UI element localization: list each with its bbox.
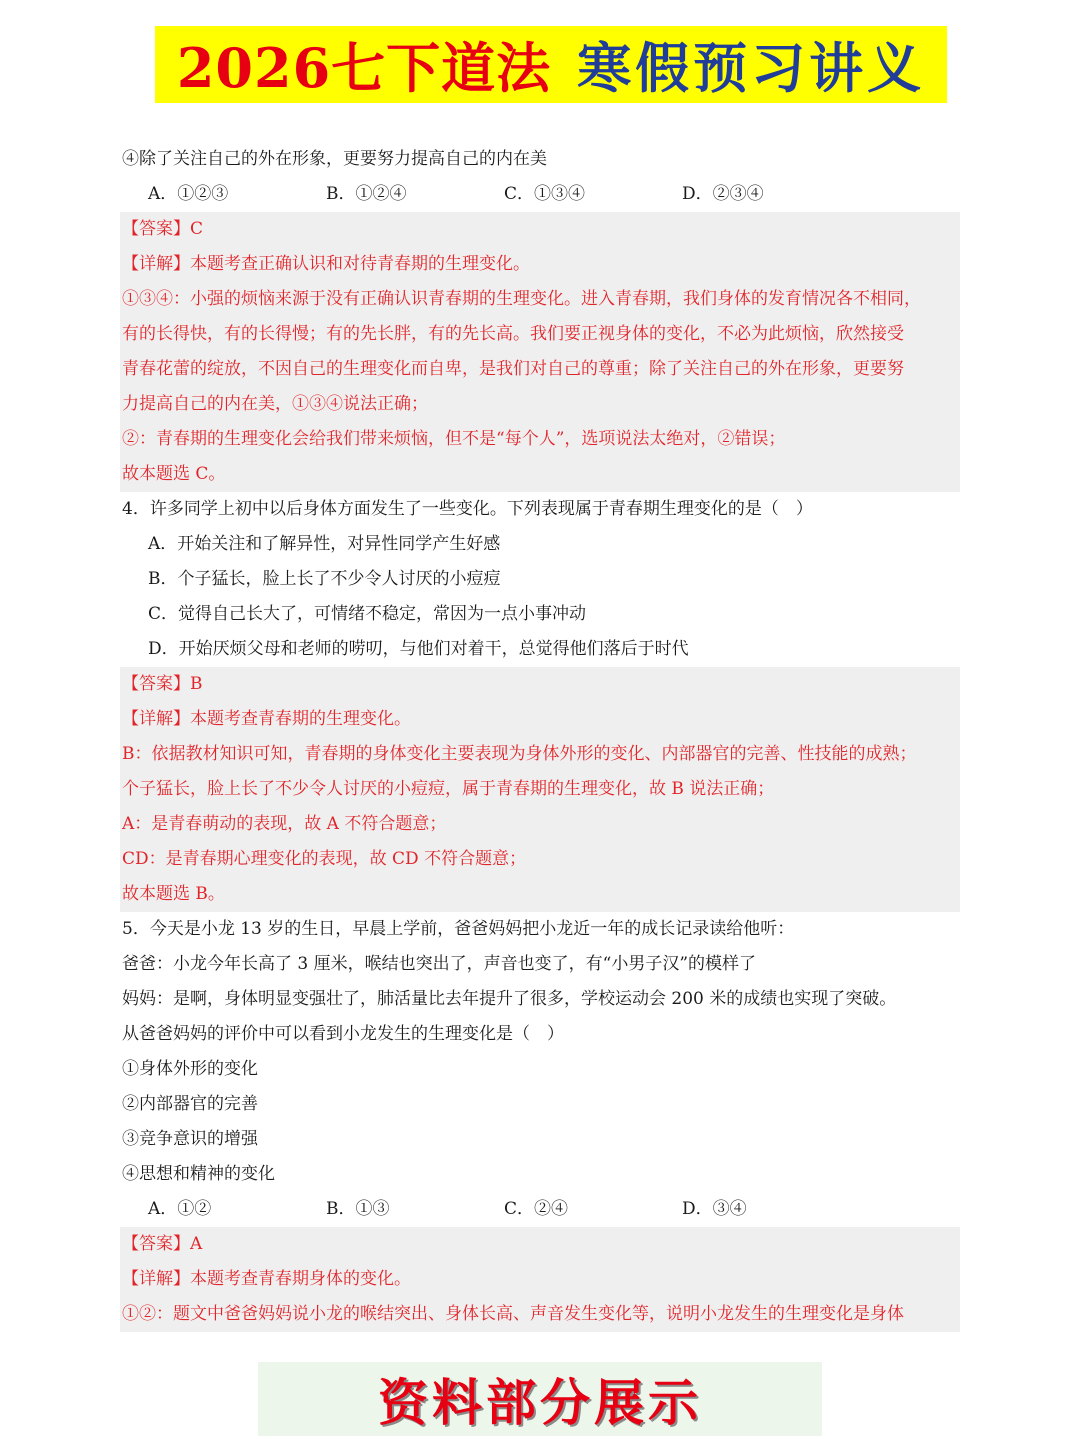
q3-options xyxy=(122,177,958,212)
footer-label: 资料部分展示 xyxy=(378,1373,702,1432)
q3-item-4: ④除了关注自己的外在形象，更要努力提高自己的内在美 xyxy=(122,149,547,169)
q4-choice-a: A．开始关注和了解异性，对异性同学产生好感 xyxy=(148,534,501,554)
q5-mom-line: 妈妈：是啊，身体明显变强壮了，肺活量比去年提升了很多，学校运动会 200 米的成绩也实现了突破。 xyxy=(122,989,897,1009)
q5-explain-line: 【详解】本题考查青春期身体的变化。 xyxy=(122,1269,411,1289)
q4-answer-block xyxy=(120,667,960,912)
q3-answer-block xyxy=(120,212,960,492)
q5-option-c: C．②④ xyxy=(504,1199,569,1219)
q3-explain-line: 有的长得快，有的长得慢；有的先长胖，有的先长高。我们要正视身体的变化，不必为此烦恼，欣然接受 xyxy=(122,324,904,344)
q5-item-4: ④思想和精神的变化 xyxy=(122,1164,275,1184)
q5-answer-block xyxy=(120,1227,960,1332)
q4-choice-d: D．开始厌烦父母和老师的唠叨，与他们对着干，总觉得他们落后于时代 xyxy=(148,639,689,659)
q3-option-c: C．①③④ xyxy=(504,184,586,204)
q3-explain-line: ②：青春期的生理变化会给我们带来烦恼，但不是“每个人”，选项说法太绝对，②错误； xyxy=(122,429,786,449)
q5-stem: 5．今天是小龙 13 岁的生日，早晨上学前，爸爸妈妈把小龙近一年的成长记录读给他听： xyxy=(122,919,795,939)
q5-dad-line: 爸爸：小龙今年长高了 3 厘米，喉结也突出了，声音也变了，有“小男子汉”的模样了 xyxy=(122,954,757,974)
q5-option-a: A．①② xyxy=(148,1199,212,1219)
q3-option-a: A．①②③ xyxy=(148,184,229,204)
title-banner xyxy=(155,26,947,103)
q4-explain-line: A：是青春萌动的表现，故 A 不符合题意； xyxy=(122,814,447,834)
q5-options xyxy=(122,1192,958,1227)
title-blue: 寒假预习讲义 xyxy=(577,36,926,100)
q4-stem: 4．许多同学上初中以后身体方面发生了一些变化。下列表现属于青春期生理变化的是（ ） xyxy=(122,499,813,519)
q3-explain-line: ①③④：小强的烦恼来源于没有正确认识青春期的生理变化。进入青春期，我们身体的发育情况各不相同， xyxy=(122,289,921,309)
q4-choice-c: C．觉得自己长大了，可情绪不稳定，常因为一点小事冲动 xyxy=(148,604,587,624)
q5-item-3: ③竞争意识的增强 xyxy=(122,1129,258,1149)
q3-option-d: D．②③④ xyxy=(682,184,764,204)
q3-explain-line: 青春花蕾的绽放，不因自己的生理变化而自卑，是我们对自己的尊重；除了关注自己的外在形象，更要努 xyxy=(122,359,904,379)
q4-explain-line: CD：是青春期心理变化的表现，故 CD 不符合题意； xyxy=(122,849,527,869)
q4-explain-line: B：依据教材知识可知，青春期的身体变化主要表现为身体外形的变化、内部器官的完善、性技能的成熟； xyxy=(122,744,917,764)
footer-banner xyxy=(258,1362,822,1436)
q4-choice-b: B．个子猛长，脸上长了不少令人讨厌的小痘痘 xyxy=(148,569,501,589)
q5-item-1: ①身体外形的变化 xyxy=(122,1059,258,1079)
document-body xyxy=(122,142,958,1332)
q5-explain-line: ①②：题文中爸爸妈妈说小龙的喉结突出、身体长高、声音发生变化等，说明小龙发生的生理变化是身体 xyxy=(122,1304,904,1324)
q3-explain-line: 故本题选 C。 xyxy=(122,464,226,484)
q5-item-2: ②内部器官的完善 xyxy=(122,1094,258,1114)
q4-explain-line: 【详解】本题考查青春期的生理变化。 xyxy=(122,709,411,729)
q5-option-b: B．①③ xyxy=(326,1199,390,1219)
q5-answer: 【答案】A xyxy=(122,1234,203,1254)
q3-explain-line: 力提高自己的内在美，①③④说法正确； xyxy=(122,394,428,414)
q4-answer: 【答案】B xyxy=(122,674,203,694)
q5-question: 从爸爸妈妈的评价中可以看到小龙发生的生理变化是（ ） xyxy=(122,1024,564,1044)
title-red: 2026七下道法 xyxy=(176,36,552,100)
q4-explain-line: 故本题选 B。 xyxy=(122,884,225,904)
q5-option-d: D．③④ xyxy=(682,1199,747,1219)
q3-option-b: B．①②④ xyxy=(326,184,407,204)
q4-explain-line: 个子猛长，脸上长了不少令人讨厌的小痘痘，属于青春期的生理变化，故 B 说法正确； xyxy=(122,779,775,799)
q3-answer: 【答案】C xyxy=(122,219,204,239)
q3-explain-line: 【详解】本题考查正确认识和对待青春期的生理变化。 xyxy=(122,254,530,274)
